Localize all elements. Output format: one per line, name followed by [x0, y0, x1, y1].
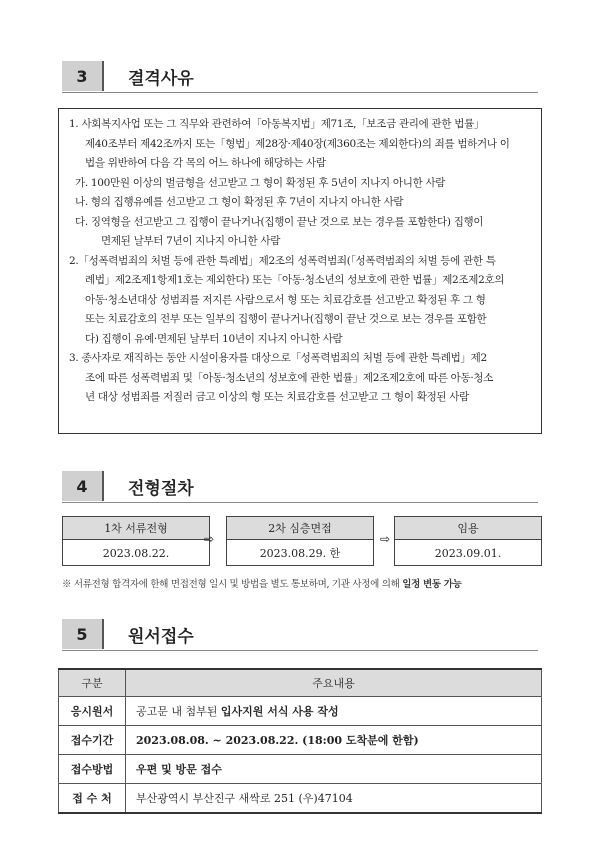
section-number: 3 [62, 61, 104, 91]
application-table [58, 668, 542, 814]
table-row [59, 784, 542, 814]
column-header: 주요내용 [126, 669, 542, 697]
item-2-line-4: 또는 치료감호의 전부 또는 일부의 집행이 끝나거나(집행이 끝난 것으로 보는 경우를 포함한 [85, 313, 487, 325]
section-number: 5 [62, 619, 104, 649]
step-date: 2023.09.01. [434, 546, 502, 560]
item-1-sub-na: 나. 형의 집행유예를 선고받고 그 형이 확정된 후 7년이 지나지 아니한 사람 [75, 196, 404, 208]
section-4-header [62, 470, 194, 502]
table-header-row [59, 669, 542, 697]
section-title: 결격사유 [128, 68, 194, 89]
row-key: 접수기간 [59, 726, 126, 755]
item-2-line-5: 다) 집행이 유예·면제된 날부터 10년이 지나지 아니한 사람 [85, 332, 343, 345]
item-1-line-2: 제40조부터 제42조까지 또는「형법」제28장·제40장(제360조는 제외한다)의 죄를 범하거나 이 [85, 137, 510, 150]
table-row [59, 697, 542, 726]
step-3-box [394, 516, 542, 566]
row-value [126, 755, 542, 784]
divider [62, 650, 538, 651]
item-3-line-1: 3. 종사자로 재직하는 동안 시설이용자를 대상으로「성폭력범죄의 처벌 등에 관한 특례법」제2 [69, 352, 487, 364]
step-1-box [62, 516, 210, 566]
value-text: 공고문 내 첨부된 [136, 705, 221, 718]
item-2-line-2: 례법」제2조제1항제1호는 제외한다) 또는「아동·청소년의 성보호에 관한 법률」제2조제2호의 [85, 274, 505, 286]
section-number: 4 [62, 471, 104, 501]
divider [62, 502, 538, 503]
row-key: 접수방법 [59, 755, 126, 784]
table-row [59, 726, 542, 755]
item-1-sub-da-cont: 면제된 날부터 7년이 지나지 아니한 사람 [101, 235, 281, 247]
section-5-header [62, 618, 194, 650]
step-date: 2023.08.29. 한 [259, 547, 341, 560]
section-title: 원서접수 [128, 626, 194, 647]
row-value [126, 726, 542, 755]
value-emphasis: 우편 및 방문 접수 [136, 763, 222, 776]
item-1-sub-da: 다. 징역형을 선고받고 그 집행이 끝나거나(집행이 끝난 것으로 보는 경우를 포함한다) 집행이 [75, 215, 484, 228]
divider [62, 92, 538, 93]
step-label: 1차 서류전형 [63, 517, 209, 540]
step-label: 임용 [395, 517, 541, 540]
row-key: 응시원서 [59, 697, 126, 726]
value-emphasis: 2023.08.08. ~ 2023.08.22. (18:00 도착분에 한함) [136, 734, 419, 747]
row-key: 접 수 처 [59, 784, 126, 814]
disqualification-box [58, 108, 542, 434]
row-value [126, 697, 542, 726]
row-value [126, 784, 542, 814]
section-title: 전형절차 [128, 478, 194, 499]
item-2-line-3: 아동·청소년대상 성범죄를 저지른 사람으로서 형 또는 치료감호를 선고받고 확정된 후 그 형 [85, 293, 486, 306]
column-header: 구분 [59, 669, 126, 697]
table-row [59, 755, 542, 784]
section-3-header [62, 60, 194, 92]
arrow-right-icon: ⇨ [204, 532, 215, 546]
step-date: 2023.08.22. [102, 546, 170, 560]
item-1-sub-ga: 가. 100만원 이상의 벌금형을 선고받고 그 형이 확정된 후 5년이 지나지 아니한 사람 [75, 176, 446, 189]
note-emphasis: 일정 변동 가능 [402, 579, 462, 590]
item-3-line-3: 년 대상 성범죄를 저질러 금고 이상의 형 또는 치료감호를 선고받고 그 형이 확정된 사람 [85, 391, 469, 403]
item-3-line-2: 조에 따른 성폭력범죄 및「아동·청소년의 성보호에 관한 법률」제2조제2호에 따른 아동·청소 [85, 371, 494, 384]
item-1-line-3: 법을 위반하여 다음 각 목의 어느 하나에 해당하는 사람 [85, 157, 326, 169]
schedule-note [62, 576, 462, 590]
value-emphasis: 입사지원 서식 사용 작성 [220, 705, 339, 718]
arrow-right-icon: ⇨ [380, 532, 391, 546]
item-2-line-1: 2.「성폭력범죄의 처벌 등에 관한 특례법」제2조의 성폭력범죄(「성폭력범죄의 처벌 등에 관한 특 [69, 254, 496, 267]
step-label: 2차 심층면접 [227, 517, 373, 540]
value-text: 부산광역시 부산진구 새싹로 251 (우)47104 [136, 792, 353, 805]
step-2-box [226, 516, 374, 566]
note-text: ※ 서류전형 합격자에 한해 면접전형 일시 및 방법을 별도 통보하며, 기관 사정에 의해 [62, 579, 403, 590]
item-1-line-1: 1. 사회복지사업 또는 그 직무와 관련하여「아동복지법」제71조,「보조금 관리에 관한 법률」 [69, 118, 485, 130]
